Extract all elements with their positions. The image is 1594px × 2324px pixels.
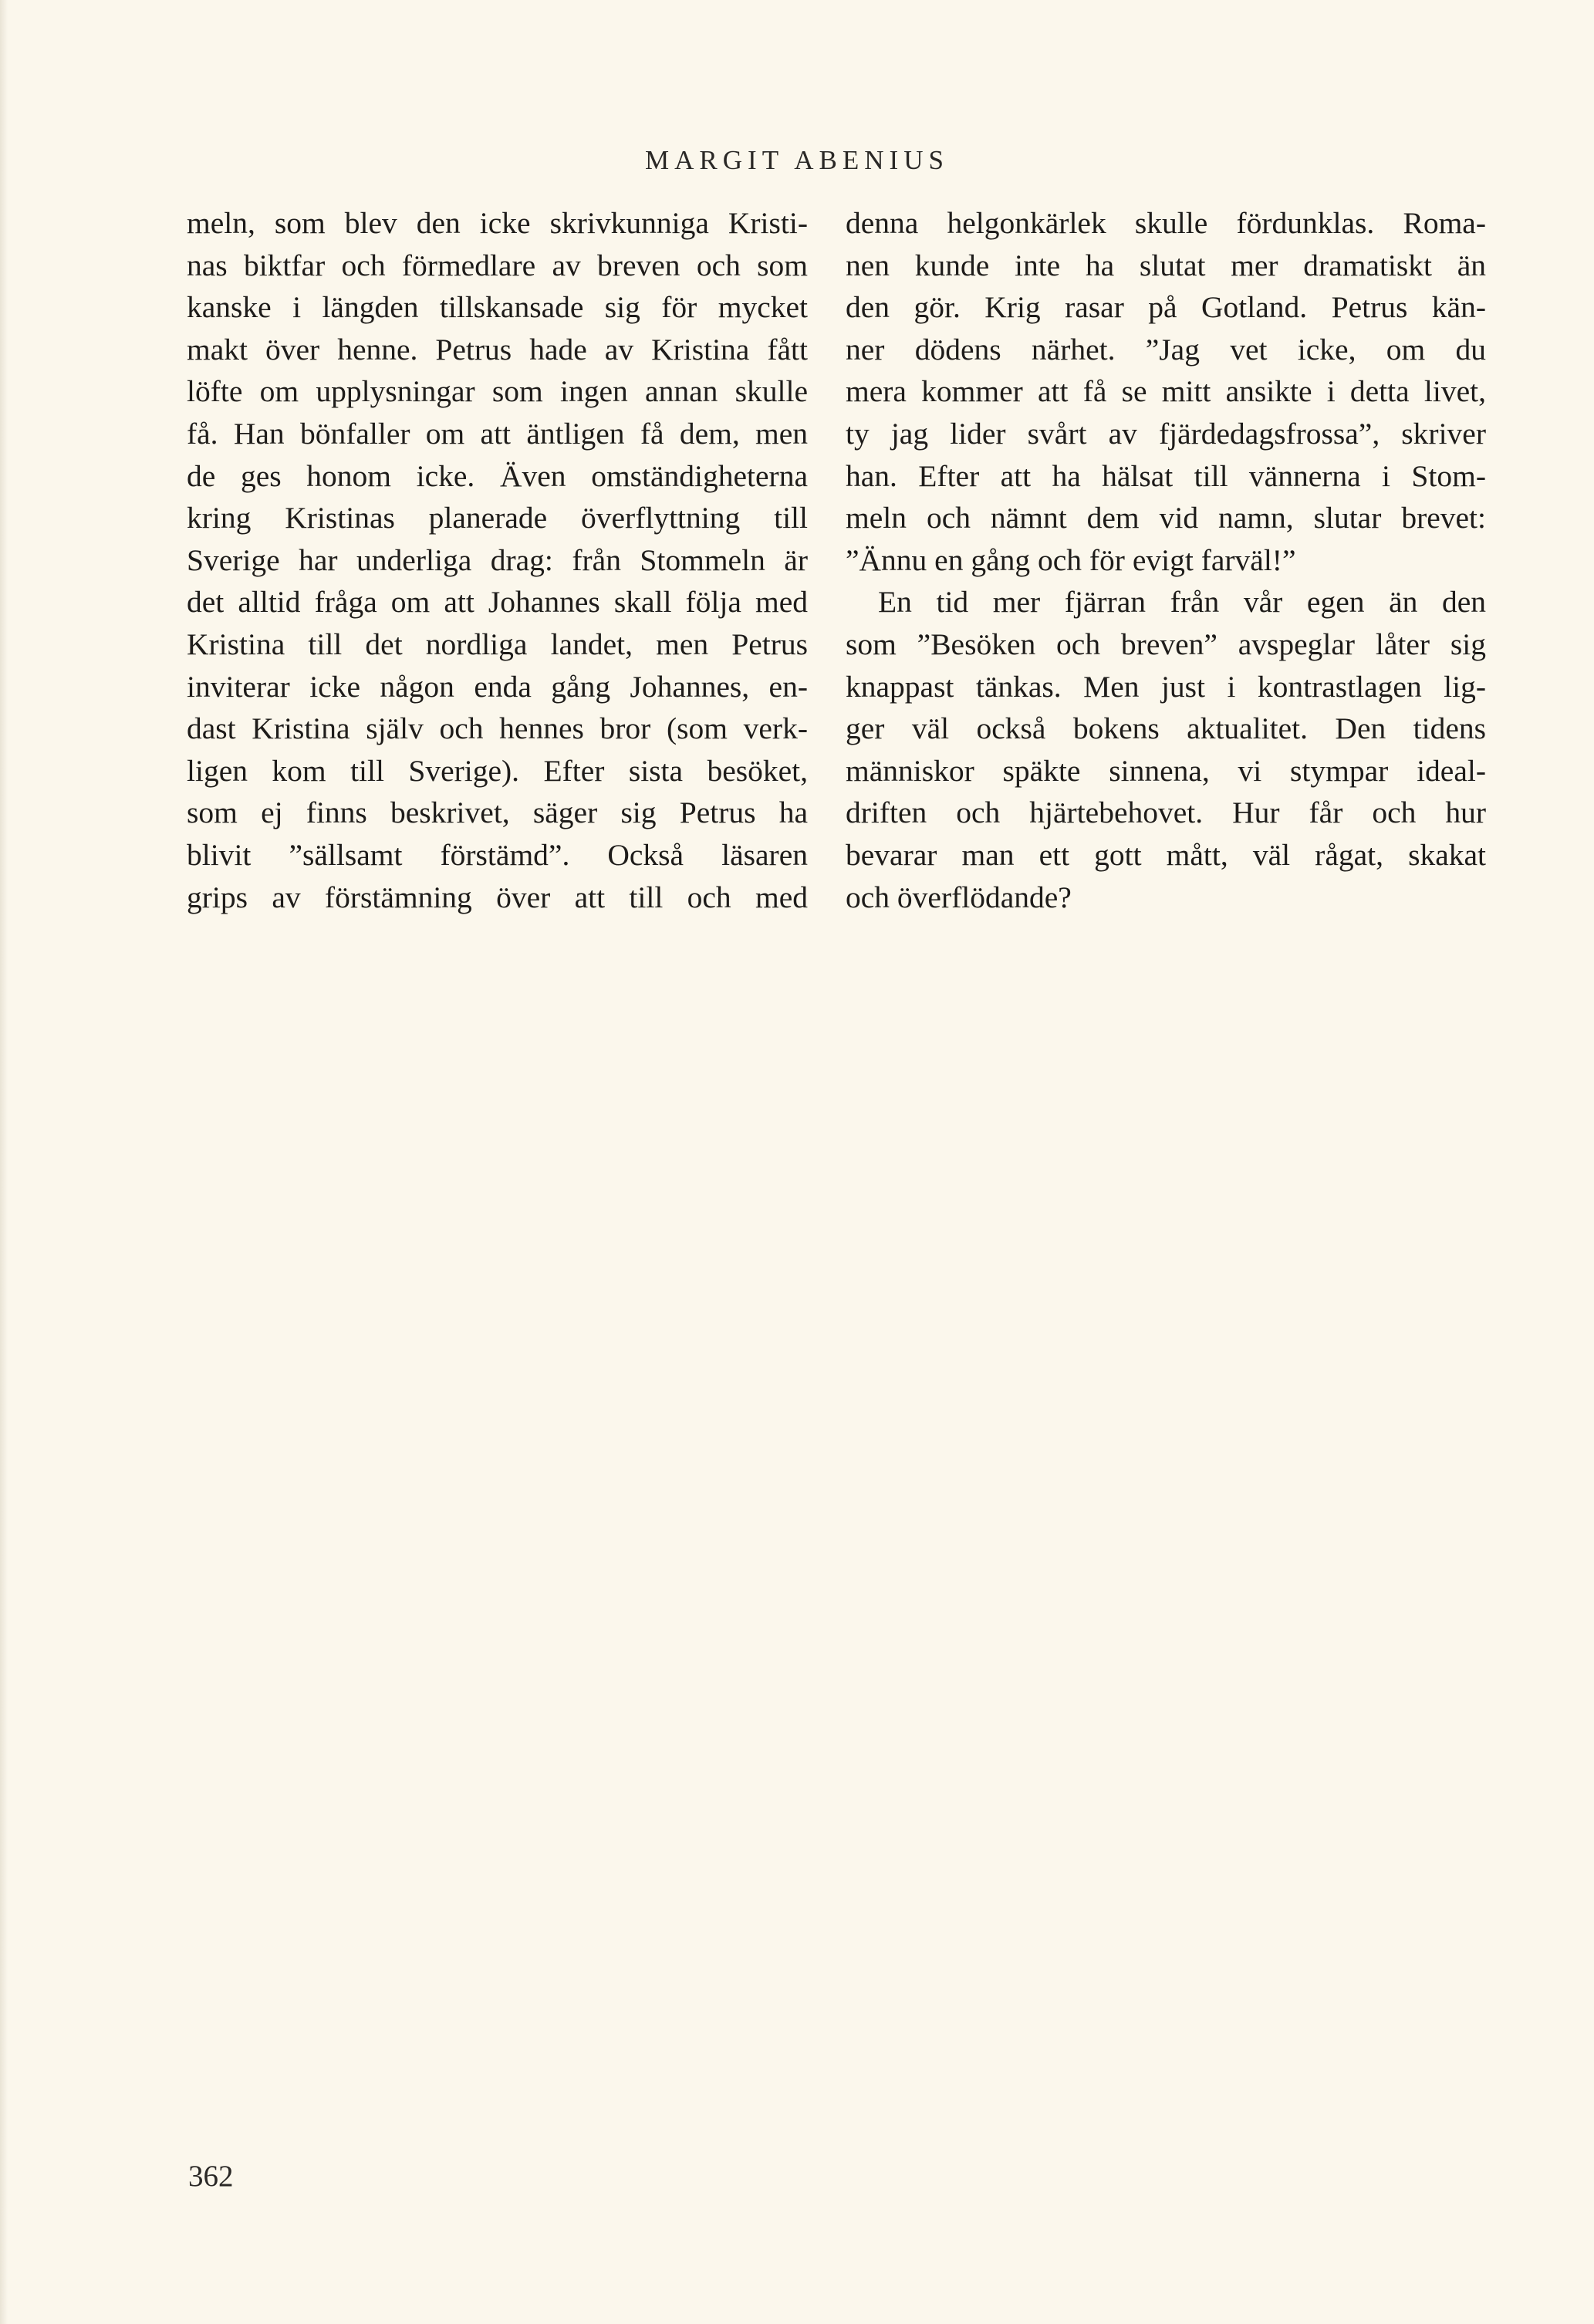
- text-line: få. Han bönfaller om att äntligen få dem, men: [187, 416, 808, 451]
- page-number: 362: [188, 2160, 234, 2193]
- text-line: ligen kom till Sverige). Efter sista besöket,: [187, 753, 808, 788]
- text-line: kring Kristinas planerade överflyttning till: [187, 501, 808, 535]
- paragraph: [846, 202, 1486, 581]
- text-line: denna helgonkärlek skulle fördunklas. Roma-: [846, 206, 1486, 240]
- text-line: den gör. Krig rasar på Gotland. Petrus kän-: [846, 290, 1486, 325]
- text-line: de ges honom icke. Även omständigheterna: [187, 458, 808, 493]
- text-line: kanske i längden tillskansade sig för mycket: [187, 290, 808, 325]
- text-line: ger väl också bokens aktualitet. Den tidens: [846, 711, 1486, 746]
- paragraph: [846, 581, 1486, 918]
- right-text-column: [846, 202, 1486, 918]
- text-line: ner dödens närhet. ”Jag vet icke, om du: [846, 332, 1486, 367]
- text-line: och överflödande?: [846, 880, 1072, 914]
- text-line: blivit ”sällsamt förstämd”. Också läsaren: [187, 837, 808, 872]
- text-line: löfte om upplysningar som ingen annan skulle: [187, 374, 808, 409]
- text-line: En tid mer fjärran från vår egen än den: [878, 585, 1486, 620]
- text-line: det alltid fråga om att Johannes skall följa med: [187, 585, 808, 620]
- text-line: meln och nämnt dem vid namn, slutar brevet:: [846, 501, 1486, 535]
- running-head: MARGIT ABENIUS: [645, 145, 949, 175]
- text-line: grips av förstämning över att till och med: [187, 880, 808, 914]
- text-line: driften och hjärtebehovet. Hur får och hur: [846, 795, 1486, 830]
- page-edge-shadow: [0, 0, 8, 2324]
- text-line: nen kunde inte ha slutat mer dramatiskt än: [846, 248, 1486, 282]
- text-line: Kristina till det nordliga landet, men Petrus: [187, 627, 808, 661]
- text-line: som ej finns beskrivet, säger sig Petrus ha: [187, 795, 808, 830]
- paragraph: [187, 202, 808, 918]
- text-line: bevarar man ett gott mått, väl rågat, skakat: [846, 837, 1486, 872]
- text-line: makt över henne. Petrus hade av Kristina fått: [187, 332, 808, 367]
- text-line: knappast tänkas. Men just i kontrastlagen lig-: [846, 669, 1486, 704]
- text-line: nas biktfar och förmedlare av breven och som: [187, 248, 808, 282]
- text-line: Sverige har underliga drag: från Stommeln är: [187, 542, 808, 577]
- text-line: mera kommer att få se mitt ansikte i detta livet,: [846, 374, 1486, 409]
- text-line: inviterar icke någon enda gång Johannes, en-: [187, 669, 808, 704]
- text-line: han. Efter att ha hälsat till vännerna i Stom-: [846, 458, 1486, 493]
- text-line: människor späkte sinnena, vi stympar ideal-: [846, 753, 1486, 788]
- text-line: ty jag lider svårt av fjärdedagsfrossa”, skriver: [846, 416, 1486, 451]
- text-line: meln, som blev den icke skrivkunniga Kristi-: [187, 206, 808, 240]
- text-line: dast Kristina själv och hennes bror (som verk-: [187, 711, 808, 746]
- left-text-column: [187, 202, 808, 918]
- text-line: ”Ännu en gång och för evigt farväl!”: [846, 542, 1296, 577]
- text-line: som ”Besöken och breven” avspeglar låter sig: [846, 627, 1486, 661]
